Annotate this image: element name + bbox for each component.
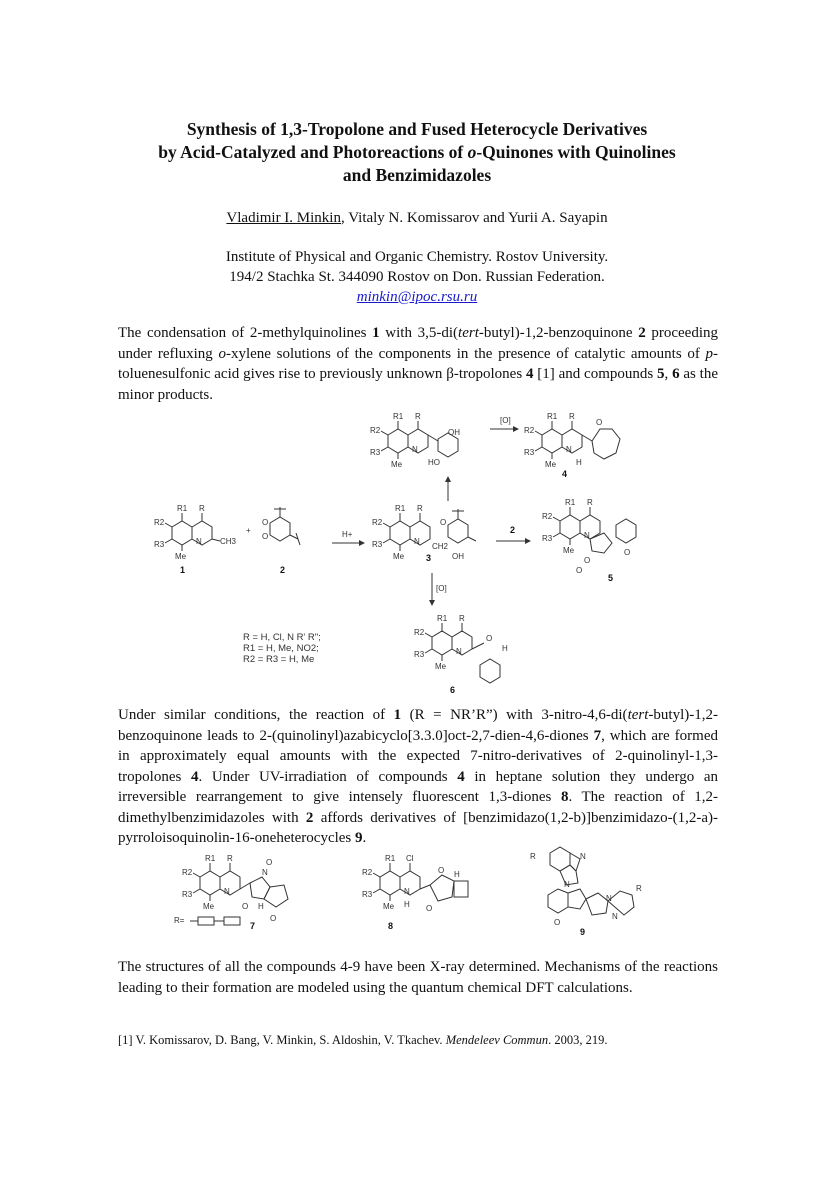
- structure-intermediate: [370, 412, 460, 469]
- reaction-scheme-2: [160, 845, 700, 955]
- compound-label-9: 9: [580, 927, 586, 937]
- paragraph-1: The condensation of 2-methylquinolines 1 with 3,5-di(tert-butyl)-1,2-benzoquinone 2 proceeding under refluxing o-xylene solutions of the components in the presence of catalytic amounts of p-toluenesulfonic acid gives rise to previously unknown β-tropolones 4 [1] and compounds 5, 6 as the minor products.: [118, 325, 719, 403]
- svg-text:R2: R2: [414, 628, 425, 637]
- svg-text:2: 2: [510, 525, 516, 535]
- svg-text:R: R: [587, 498, 593, 507]
- substituent-R1: R1 = H, Me, NO2;: [243, 643, 319, 654]
- compound-label-4: 4: [562, 469, 568, 479]
- svg-text:R2: R2: [154, 518, 165, 527]
- email-link[interactable]: minkin@ipoc.rsu.ru: [356, 289, 478, 305]
- svg-text:O: O: [262, 518, 269, 527]
- svg-text:R1: R1: [395, 504, 406, 513]
- svg-text:O: O: [440, 518, 447, 527]
- structure-compound-3: [372, 504, 476, 563]
- svg-text:R3: R3: [542, 534, 553, 543]
- svg-text:N: N: [412, 445, 418, 454]
- svg-text:N: N: [224, 887, 230, 896]
- svg-text:N: N: [404, 887, 410, 896]
- paper-title: [100, 118, 734, 187]
- svg-text:H: H: [454, 870, 460, 879]
- svg-text:O: O: [426, 904, 433, 913]
- structure-compound-6: [414, 614, 508, 695]
- svg-text:R: R: [227, 854, 233, 863]
- svg-text:Me: Me: [393, 552, 405, 561]
- svg-text:R=: R=: [174, 916, 185, 925]
- title-line-2-post: -Quinones with Quinolines: [476, 142, 676, 162]
- svg-text:R: R: [636, 884, 642, 893]
- compound-label-5: 5: [608, 573, 614, 583]
- title-line-3: and Benzimidazoles: [342, 165, 492, 185]
- svg-text:CH2: CH2: [432, 542, 449, 551]
- svg-text:R1: R1: [565, 498, 576, 507]
- svg-text:Me: Me: [435, 662, 447, 671]
- svg-text:O: O: [596, 418, 603, 427]
- svg-text:R1: R1: [437, 614, 448, 623]
- svg-text:R2: R2: [372, 518, 383, 527]
- svg-text:N: N: [606, 894, 612, 903]
- svg-text:O: O: [266, 858, 273, 867]
- svg-text:R3: R3: [372, 540, 383, 549]
- svg-text:R: R: [530, 852, 536, 861]
- svg-text:O: O: [554, 918, 561, 927]
- svg-text:O: O: [262, 532, 269, 541]
- compound-label-7: 7: [250, 921, 256, 931]
- svg-text:H+: H+: [342, 530, 353, 539]
- svg-text:N: N: [566, 445, 572, 454]
- paragraph-3: The structures of all the compounds 4-9 have been X-ray determined. Mechanisms of the reactions leading to their formation are modeled using the quantum chemical DFT calculations.: [118, 959, 718, 996]
- svg-text:N: N: [584, 531, 590, 540]
- svg-text:O: O: [486, 634, 493, 643]
- svg-text:R1: R1: [205, 854, 216, 863]
- svg-text:R2: R2: [542, 512, 553, 521]
- title-line-2: [100, 141, 734, 164]
- svg-text:R: R: [459, 614, 465, 623]
- structure-compound-2: [262, 507, 300, 575]
- svg-text:R3: R3: [154, 540, 165, 549]
- compound-label-3: 3: [426, 553, 432, 563]
- co-authors: , Vitaly N. Komissarov and Yurii A. Sayapin: [340, 210, 608, 226]
- reaction-scheme-1: [150, 405, 710, 700]
- compound-label-2: 2: [280, 565, 286, 575]
- svg-text:R: R: [415, 412, 421, 421]
- svg-text:O: O: [576, 566, 583, 575]
- author-list: [100, 210, 734, 227]
- svg-text:R2: R2: [524, 426, 535, 435]
- substituent-R2-R3: R2 = R3 = H, Me: [243, 654, 315, 665]
- substituent-definitions: [243, 632, 321, 665]
- svg-text:N: N: [414, 537, 420, 546]
- svg-text:N: N: [612, 912, 618, 921]
- svg-text:Me: Me: [203, 902, 215, 911]
- svg-text:R: R: [199, 504, 205, 513]
- structure-compound-5: [542, 498, 636, 583]
- compound-label-8: 8: [388, 921, 394, 931]
- svg-text:R1: R1: [177, 504, 188, 513]
- svg-text:N: N: [580, 852, 586, 861]
- svg-text:Me: Me: [383, 902, 395, 911]
- svg-text:[O]: [O]: [500, 416, 511, 425]
- svg-text:Me: Me: [545, 460, 557, 469]
- svg-text:OH: OH: [448, 428, 460, 437]
- compound-label-1: 1: [180, 565, 186, 575]
- svg-text:H: H: [502, 644, 508, 653]
- title-line-2-pre: by Acid-Catalyzed and Photoreactions of: [158, 142, 468, 162]
- svg-text:R1: R1: [393, 412, 404, 421]
- svg-text:R3: R3: [524, 448, 535, 457]
- presenting-author: Vladimir I. Minkin: [226, 210, 341, 226]
- svg-text:R1: R1: [385, 854, 396, 863]
- paragraph-2: Under similar conditions, the reaction of 1 (R = NR’R”) with 3-nitro-4,6-di(tert-butyl)-1,2-benzoquinone leads to 2-(quinolinyl)azabicyclo[3.3.0]oct-2,7-dien-4,6-diones 7, which are formed in approximately equal amounts with the expected 7-nitro-derivatives of 2-quinolinyl-1,3-tropolones 4. Under UV-irradiation of compounds 4 in heptane solution they undergo an irreversible rearrangement to give intensely fluorescent 1,3-diones 8. The reaction of 1,2-dimethylbenzimidazoles with 2 affords derivatives of [benzimidazo(1,2-b)]benzimidazo-(1,2-a)-pyrroloisoquinolin-16-oneheterocycles 9.: [118, 707, 719, 846]
- svg-text:O: O: [624, 548, 631, 557]
- svg-text:OH: OH: [452, 552, 464, 561]
- affiliation: [100, 247, 734, 307]
- structure-compound-7: [174, 854, 288, 931]
- reference-1: [1] V. Komissarov, D. Bang, V. Minkin, S. Aldoshin, V. Tkachev. Mendeleev Commun. 2003, 219.: [118, 1033, 608, 1047]
- affiliation-line-1: Institute of Physical and Organic Chemistry. Rostov University.: [225, 249, 609, 265]
- svg-text:R3: R3: [414, 650, 425, 659]
- svg-text:N: N: [456, 647, 462, 656]
- svg-text:O: O: [584, 556, 591, 565]
- title-line-1: Synthesis of 1,3-Tropolone and Fused Heterocycle Derivatives: [186, 119, 648, 139]
- substituent-R: R = H, Cl, N R' R";: [243, 632, 321, 643]
- svg-text:N: N: [196, 537, 202, 546]
- svg-text:R2: R2: [362, 868, 373, 877]
- svg-text:Me: Me: [391, 460, 403, 469]
- structure-compound-4: [524, 412, 620, 479]
- svg-text:R: R: [569, 412, 575, 421]
- svg-text:+: +: [246, 526, 251, 535]
- svg-text:H: H: [576, 458, 582, 467]
- svg-text:R: R: [417, 504, 423, 513]
- svg-text:R1: R1: [547, 412, 558, 421]
- svg-text:H: H: [258, 902, 264, 911]
- svg-text:R3: R3: [370, 448, 381, 457]
- svg-text:O: O: [242, 902, 249, 911]
- svg-text:[O]: [O]: [436, 584, 447, 593]
- svg-text:O: O: [438, 866, 445, 875]
- svg-text:R3: R3: [362, 890, 373, 899]
- svg-text:N: N: [564, 880, 570, 889]
- svg-text:O: O: [270, 914, 277, 923]
- svg-text:R2: R2: [370, 426, 381, 435]
- compound-label-6: 6: [450, 685, 456, 695]
- journal-name: Mendeleev Commun: [445, 1033, 549, 1047]
- svg-text:Me: Me: [175, 552, 187, 561]
- structure-compound-9: [530, 847, 642, 937]
- svg-text:CH3: CH3: [220, 537, 237, 546]
- structure-compound-1: [154, 504, 237, 575]
- svg-text:R2: R2: [182, 868, 193, 877]
- svg-text:N: N: [262, 868, 268, 877]
- structure-compound-8: [362, 854, 468, 931]
- svg-text:HO: HO: [428, 458, 440, 467]
- svg-text:R3: R3: [182, 890, 193, 899]
- affiliation-line-2: 194/2 Stachka St. 344090 Rostov on Don. Russian Federation.: [229, 269, 605, 285]
- title-line-2-italic: o: [467, 142, 477, 162]
- svg-text:H: H: [404, 900, 410, 909]
- svg-text:Me: Me: [563, 546, 575, 555]
- svg-text:Cl: Cl: [406, 854, 414, 863]
